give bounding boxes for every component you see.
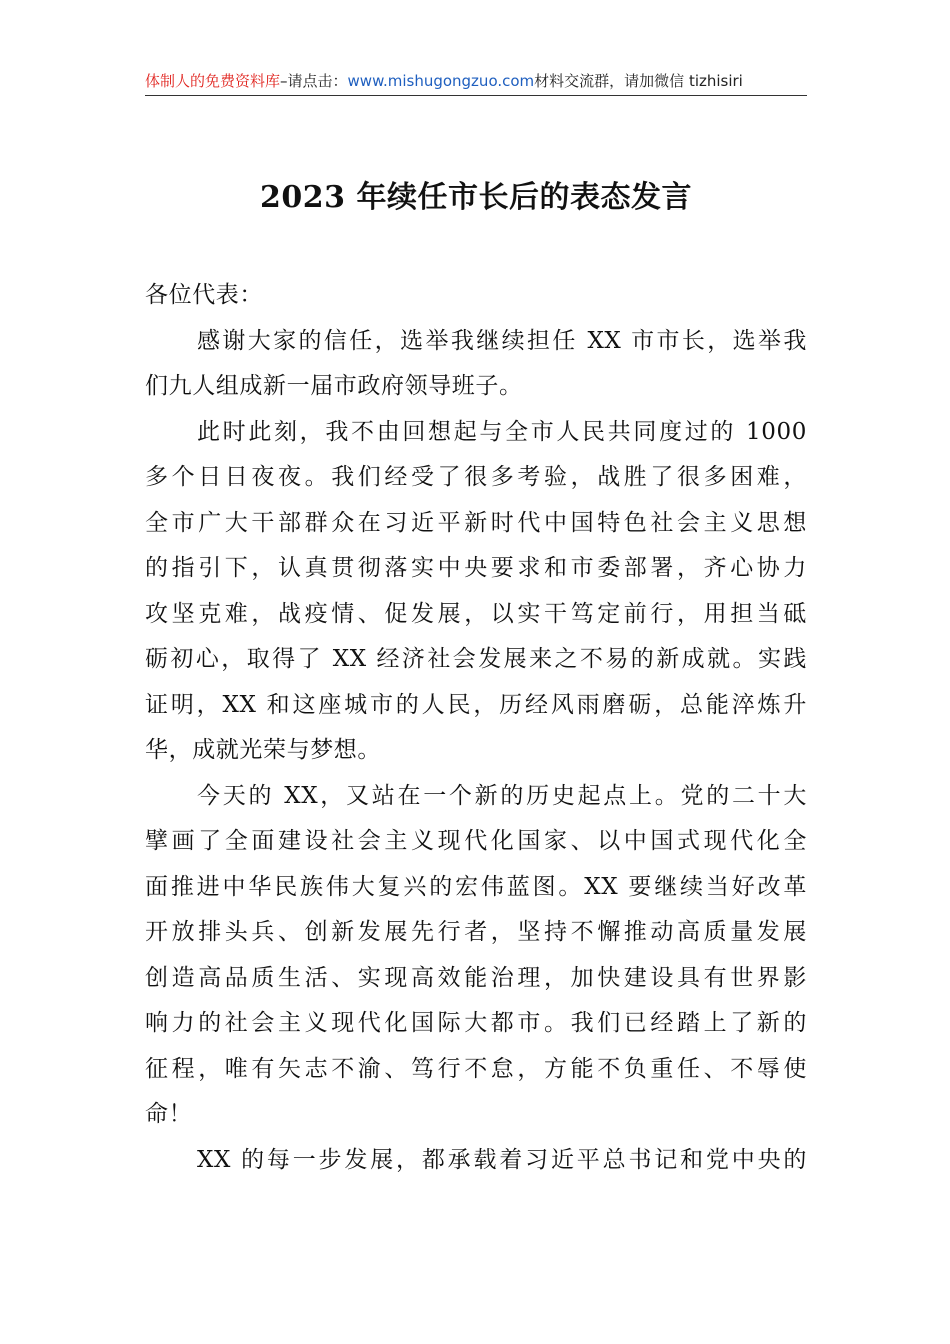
body-line: 创造高品质生活、实现高效能治理，加快建设具有世界影 [145, 964, 807, 991]
body-line: 攻坚克难，战疫情、促发展，以实干笃定前行，用担当砥 [145, 600, 807, 627]
body-line: 响力的社会主义现代化国际大都市。我们已经踏上了新的 [145, 1010, 807, 1036]
body-line: 的指引下，认真贯彻落实中央要求和市委部署，齐心协力 [145, 555, 807, 581]
header-click-prompt: –请点击： [280, 72, 348, 90]
body-line: 砺初心，取得了 XX 经济社会发展来之不易的新成就。实践 [145, 646, 807, 672]
header-site-name: 体制人的免费资料库 [145, 72, 281, 90]
header-url-link[interactable]: www.mishugongzuo.com [347, 72, 535, 90]
body-line: 们九人组成新一届市政府领导班子。 [145, 373, 523, 399]
body-line: 此时此刻，我不由回想起与全市人民共同度过的 1000 [197, 418, 807, 445]
body-line: 擘画了全面建设社会主义现代化国家、以中国式现代化全 [145, 828, 807, 854]
body-line: 征程，唯有矢志不渝、笃行不怠，方能不负重任、不辱使 [145, 1055, 807, 1082]
body-line: 多个日日夜夜。我们经受了很多考验，战胜了很多困难， [145, 464, 807, 490]
header-divider [145, 95, 807, 96]
salutation-line: 各位代表： [145, 282, 263, 308]
body-line: 面推进中华民族伟大复兴的宏伟蓝图。XX 要继续当好改革 [145, 873, 807, 900]
header-trailing-text: 材料交流群，请加微信 tizhisiri [534, 72, 743, 90]
body-line: 证明，XX 和这座城市的人民，历经风雨磨砺，总能淬炼升 [145, 691, 807, 718]
body-line: 命！ [145, 1101, 193, 1127]
page-header [145, 68, 807, 94]
body-line: 全市广大干部群众在习近平新时代中国特色社会主义思想 [145, 509, 807, 536]
document-body [145, 273, 807, 1183]
document-title: 2023 年续任市长后的表态发言 [260, 180, 692, 215]
body-line: 今天的 XX，又站在一个新的历史起点上。党的二十大 [197, 782, 807, 809]
body-line: 华，成就光荣与梦想。 [145, 737, 381, 763]
body-line: 感谢大家的信任，选举我继续担任 XX 市市长，选举我 [197, 327, 807, 354]
body-line: 开放排头兵、创新发展先行者，坚持不懈推动高质量发展 [145, 919, 807, 945]
body-line: XX 的每一步发展，都承载着习近平总书记和党中央的 [197, 1146, 807, 1173]
